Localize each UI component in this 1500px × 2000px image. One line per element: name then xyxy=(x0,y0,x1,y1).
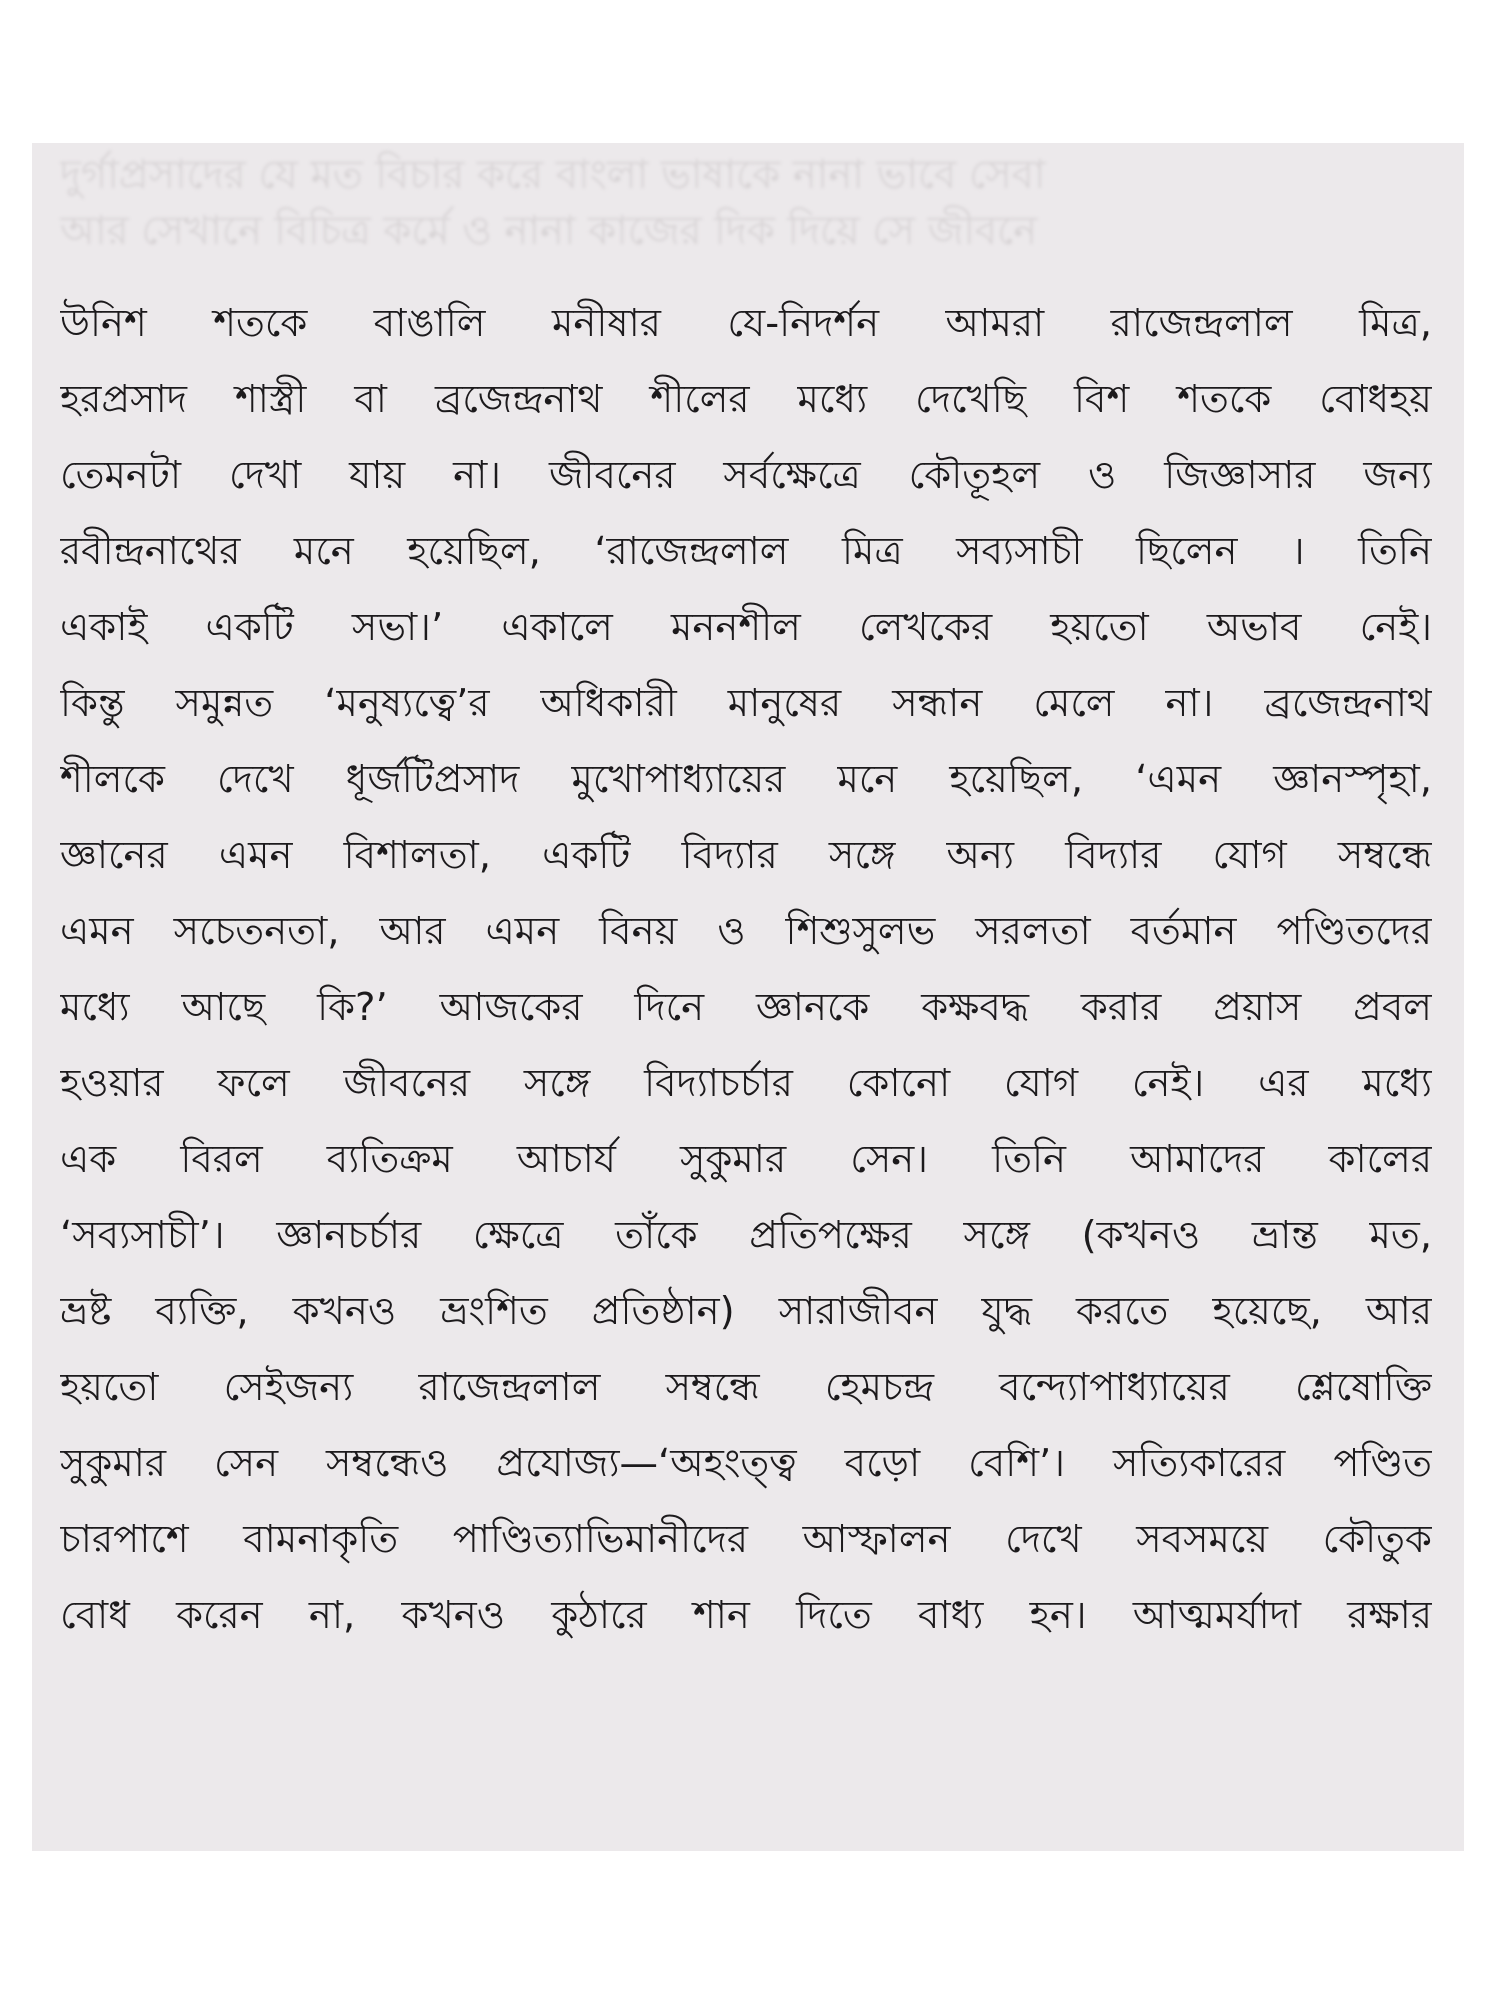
text-line: মধ্যে আছে কি?’ আজকের দিনে জ্ঞানকে কক্ষবদ্ধ করার প্রয়াস প্রবল xyxy=(60,985,1432,1030)
text-line: জ্ঞানের এমন বিশালতা, একটি বিদ্যার সঙ্গে অন্য বিদ্যার যোগ সম্বন্ধে xyxy=(60,833,1432,878)
book-page xyxy=(32,143,1464,1851)
text-line: হয়তো সেইজন্য রাজেন্দ্রলাল সম্বন্ধে হেমচন্দ্র বন্দ্যোপাধ্যায়ের শ্লেষোক্তি xyxy=(60,1365,1432,1410)
text-line: ভ্রষ্ট ব্যক্তি, কখনও ভ্রংশিত প্রতিষ্ঠান) সারাজীবন যুদ্ধ করতে হয়েছে, আর xyxy=(60,1289,1432,1334)
text-line: সুকুমার সেন সম্বন্ধেও প্রযোজ্য—‘অহংত্ত্ব বড়ো বেশি’। সত্যিকারের পণ্ডিত xyxy=(60,1441,1432,1486)
text-line: ‘সব্যসাচী’। জ্ঞানচর্চার ক্ষেত্রে তাঁকে প্রতিপক্ষের সঙ্গে (কখনও ভ্রান্ত মত, xyxy=(60,1213,1432,1258)
text-line: এক বিরল ব্যতিক্রম আচার্য সুকুমার সেন। তিনি আমাদের কালের xyxy=(60,1137,1432,1182)
text-line: উনিশ শতকে বাঙালি মনীষার যে-নিদর্শন আমরা রাজেন্দ্রলাল মিত্র, xyxy=(60,301,1432,346)
text-line: হরপ্রসাদ শাস্ত্রী বা ব্রজেন্দ্রনাথ শীলের মধ্যে দেখেছি বিশ শতকে বোধহয় xyxy=(60,377,1432,422)
text-line: বোধ করেন না, কখনও কুঠারে শান দিতে বাধ্য হন। আত্মমর্যাদা রক্ষার xyxy=(60,1593,1432,1638)
reverse-side-show-through: আর সেখানে বিচিত্র কর্মে ও নানা কাজের দিক দিয়ে সে জীবনে xyxy=(60,208,1038,254)
text-line: একাই একটি সভা।’ একালে মননশীল লেখকের হয়তো অভাব নেই। xyxy=(60,605,1432,650)
text-line: রবীন্দ্রনাথের মনে হয়েছিল, ‘রাজেন্দ্রলাল মিত্র সব্যসাচী ছিলেন । তিনি xyxy=(60,529,1432,574)
text-line: চারপাশে বামনাকৃতি পাণ্ডিত্যাভিমানীদের আস্ফালন দেখে সবসময়ে কৌতুক xyxy=(60,1517,1432,1562)
body-text xyxy=(60,286,1432,1654)
reverse-side-show-through: দুর্গাপ্রসাদের যে মত বিচার করে বাংলা ভাষাকে নানা ভাবে সেবা xyxy=(60,152,1046,198)
text-line: তেমনটা দেখা যায় না। জীবনের সর্বক্ষেত্রে কৌতূহল ও জিজ্ঞাসার জন্য xyxy=(60,453,1432,498)
text-line: এমন সচেতনতা, আর এমন বিনয় ও শিশুসুলভ সরলতা বর্তমান পণ্ডিতদের xyxy=(60,909,1432,954)
text-line: কিন্তু সমুন্নত ‘মনুষ্যত্বে’র অধিকারী মানুষের সন্ধান মেলে না। ব্রজেন্দ্রনাথ xyxy=(60,681,1432,726)
text-line: শীলকে দেখে ধূর্জটিপ্রসাদ মুখোপাধ্যায়ের মনে হয়েছিল, ‘এমন জ্ঞানস্পৃহা, xyxy=(60,757,1432,802)
text-line: হওয়ার ফলে জীবনের সঙ্গে বিদ্যাচর্চার কোনো যোগ নেই। এর মধ্যে xyxy=(60,1061,1432,1106)
